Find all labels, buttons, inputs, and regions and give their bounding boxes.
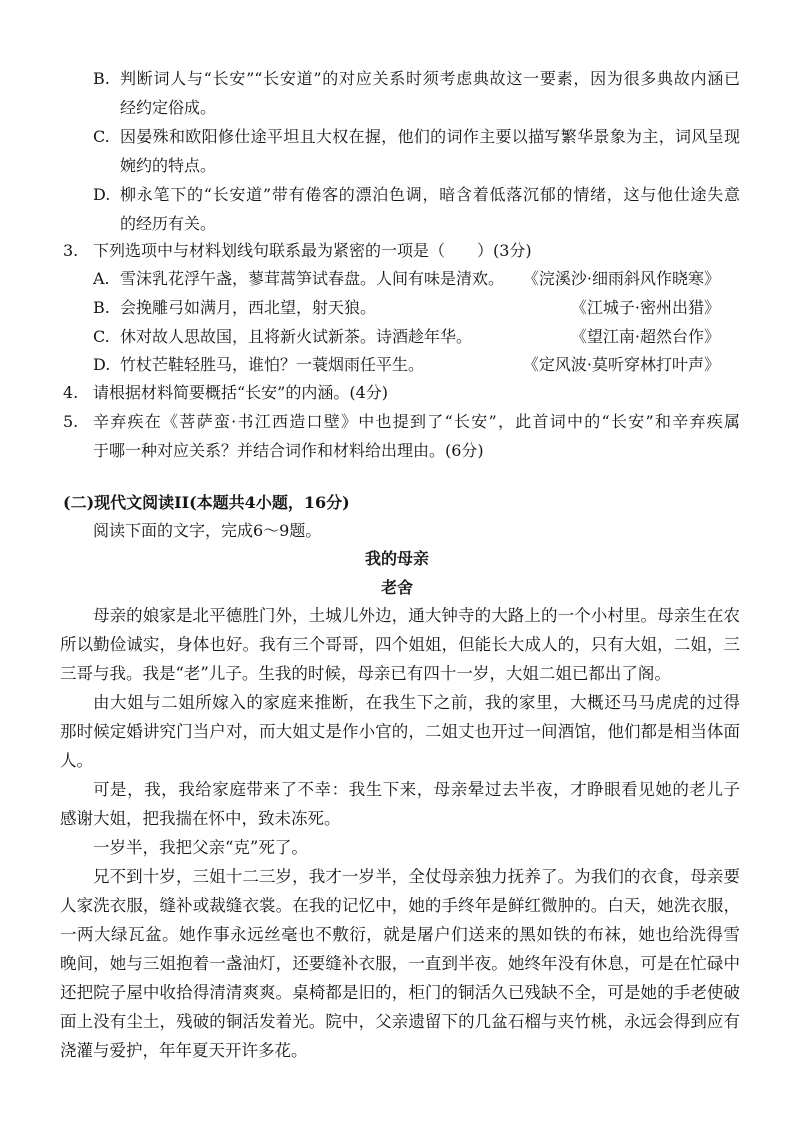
article-line: 晚间，她与三姐抱着一盏油灯，还要缝补衣服，一直到半夜。她终年没有休息，可是在忙碌中 [60,954,740,973]
article-line: 一两大绿瓦盆。她作事永远丝毫也不敷衍，就是屠户们送来的黑如铁的布袜，她也给洗得雪 [60,925,740,944]
section-instruction: 阅读下面的文字，完成6～9题。 [93,521,322,540]
article-line: 感谢大姐，把我揣在怀中，致未冻死。 [60,809,341,828]
q3-option-c-text: 休对故人思故国，且将新火试新茶。诗酒趁年华。 [120,327,473,346]
q3-option-b-source: 《江城子·密州出猎》 [570,298,720,317]
q3-option-a-text: 雪沫乳花浮午盏，蓼茸蒿笋试春盘。人间有味是清欢。 [120,269,505,288]
option-letter-b: B. [93,69,110,88]
article-line: 那时候定婚讲究门当户对，而大姐丈是作小官的，二姐丈也开过一间酒馆，他们都是相当体面 [60,722,740,741]
option-b-line-2: 经约定俗成。 [120,98,217,117]
option-d-line-1: 柳永笔下的“长安道”带有倦客的漂泊色调，暗含着低落沉郁的情绪，这与他仕途失意 [120,185,740,204]
question-5-line-1: 辛弃疾在《菩萨蛮·书江西造口壁》中也提到了“长安”，此首词中的“长安”和辛弃疾属 [93,412,740,431]
article-line: 还把院子屋中收拾得清清爽爽。桌椅都是旧的，柜门的铜活久已残缺不全，可是她的手老使破 [60,983,740,1002]
article-line: 一岁半，我把父亲“克”死了。 [93,838,308,857]
article-line: 由大姐与二姐所嫁入的家庭来推断，在我生下之前，我的家里，大概还马马虎虎的过得 [93,693,740,712]
option-c-line-1: 因晏殊和欧阳修仕途平坦且大权在握，他们的词作主要以描写繁华景象为主，词风呈现 [120,127,740,146]
option-letter-c: C. [93,127,110,146]
article-line: 浇灌与爱护，年年夏天开许多花。 [60,1041,308,1060]
article-line: 所以勤俭诚实，身体也好。我有三个哥哥，四个姐姐，但能长大成人的，只有大姐，二姐，三 [60,635,740,654]
article-line: 母亲的娘家是北平德胜门外，土城儿外边，通大钟寺的大路上的一个小村里。母亲生在农 [93,606,740,625]
q3-option-letter-c: C. [93,327,110,346]
article-line: 人家洗衣服，缝补或裁缝衣裳。在我的记忆中，她的手终年是鲜红微肿的。白天，她洗衣服， [60,896,740,915]
question-3-stem: 下列选项中与材料划线句联系最为紧密的一项是（ ）(3分) [93,241,532,260]
article-line: 人。 [60,751,93,770]
option-d-line-2: 的经历有关。 [120,214,217,233]
q3-option-d-text: 竹杖芒鞋轻胜马，谁怕？一蓑烟雨任平生。 [120,355,425,374]
article-line: 可是，我，我给家庭带来了不幸：我生下来，母亲晕过去半夜，才睁眼看见她的老儿子 [93,780,740,799]
article-line: 三哥与我。我是“老”儿子。生我的时候，母亲已有四十一岁，大姐二姐已都出了阁。 [60,664,671,683]
article-author: 老舍 [380,578,413,597]
q3-option-letter-b: B. [93,298,110,317]
q3-option-b-text: 会挽雕弓如满月，西北望，射天狼。 [120,298,377,317]
q3-option-a-source: 《浣溪沙·细雨斜风作晓寒》 [522,269,720,288]
option-c-line-2: 婉约的特点。 [120,156,217,175]
section-heading: (二)现代文阅读II(本题共4小题，16分) [63,493,350,512]
option-letter-d: D. [93,185,111,204]
article-line: 面上没有尘土，残破的铜活发着光。院中，父亲遗留下的几盆石榴与夹竹桃，永远会得到应有 [60,1012,740,1031]
question-5-number: 5. [63,412,79,431]
q3-option-d-source: 《定风波·莫听穿林打叶声》 [522,355,720,374]
question-5-line-2: 于哪一种对应关系？并结合词作和材料给出理由。(6分) [93,441,484,460]
question-3-number: 3. [63,241,79,260]
question-4-text: 请根据材料简要概括“长安”的内涵。(4分) [93,383,389,402]
q3-option-c-source: 《望江南·超然台作》 [570,327,720,346]
question-4-number: 4. [63,383,79,402]
q3-option-letter-d: D. [93,355,111,374]
option-b-line-1: 判断词人与“长安”“长安道”的对应关系时须考虑典故这一要素，因为很多典故内涵已 [120,69,740,88]
q3-option-letter-a: A. [93,269,110,288]
article-title: 我的母亲 [364,549,429,568]
article-line: 兄不到十岁，三姐十二三岁，我才一岁半，全仗母亲独力抚养了。为我们的衣食，母亲要 [93,867,740,886]
